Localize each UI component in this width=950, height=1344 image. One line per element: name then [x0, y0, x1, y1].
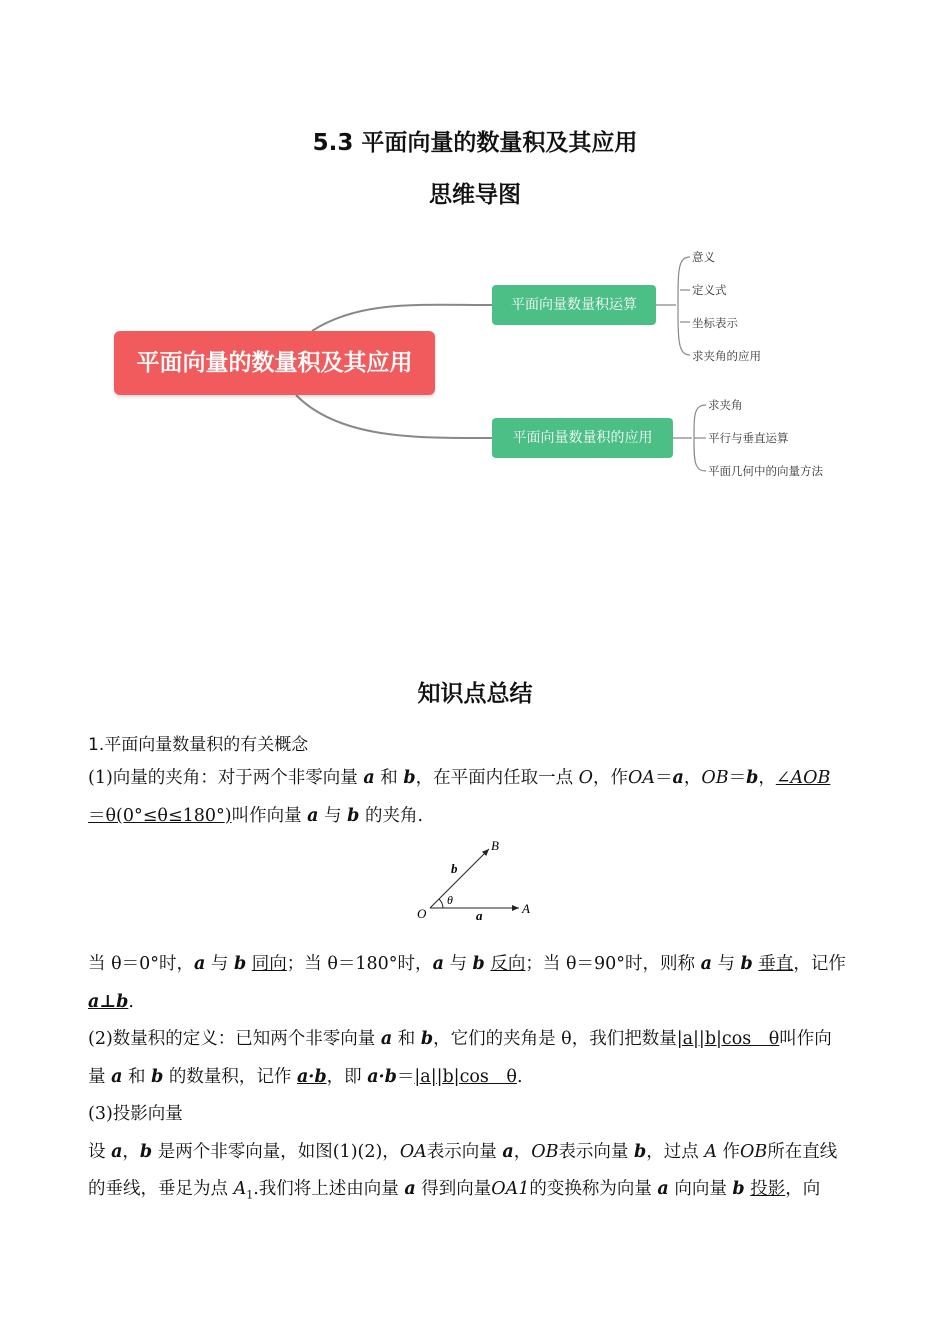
mindmap-connectors	[0, 0, 950, 520]
angle-arc	[439, 899, 443, 908]
document-title: 5.3 平面向量的数量积及其应用	[312, 130, 638, 156]
label-a: a	[476, 908, 483, 923]
mindmap-leaf: 定义式	[692, 283, 727, 297]
same-direction-answer: 同向	[251, 954, 287, 974]
connector-root-branch1	[312, 305, 492, 331]
mindmap-branch-applications: 平面向量数量积的应用	[492, 418, 673, 458]
label-B: B	[491, 838, 499, 853]
summary-heading: 知识点总结	[417, 681, 533, 707]
dot-formula-answer: |a||b|cos θ	[414, 1067, 517, 1087]
label-O: O	[417, 906, 427, 921]
paragraph-direction-line1: 当 θ＝0°时，a 与 b 同向；当 θ＝180°时，a 与 b 反向；当 θ＝90°时，则称 a 与 b 垂直，记作	[88, 954, 846, 974]
label-b: b	[451, 861, 458, 876]
angle-figure	[405, 835, 545, 925]
opposite-direction-answer: 反向	[490, 954, 526, 974]
paragraph-direction-line2: a⊥b.	[88, 992, 134, 1012]
paragraph-dot-product-line1: (2)数量积的定义：已知两个非零向量 a 和 b，它们的夹角是 θ，我们把数量|a||b|cos θ叫作向	[88, 1029, 832, 1049]
mindmap-leaf: 意义	[692, 250, 715, 264]
angle-range-answer: ＝θ(0°≤θ≤180°)	[88, 806, 232, 826]
mindmap-root: 平面向量的数量积及其应用	[114, 331, 435, 395]
dot-notation-answer: a·b	[296, 1067, 327, 1087]
paragraph-projection-line1: 设 a，b 是两个非零向量，如图(1)(2)，OA表示向量 a，OB表示向量 b，过点 A 作OB所在直线	[88, 1142, 838, 1162]
mindmap-leaf: 求夹角的应用	[692, 349, 761, 363]
paragraph-angle-line2: ＝θ(0°≤θ≤180°)叫作向量 a 与 b 的夹角.	[88, 806, 424, 826]
mindmap-leaf: 平面几何中的向量方法	[708, 464, 823, 478]
angle-aob-answer: ∠AOB	[775, 768, 831, 788]
label-theta: θ	[447, 893, 453, 907]
paragraph-dot-product-line2: 量 a 和 b 的数量积，记作 a·b，即 a·b＝|a||b|cos θ.	[88, 1067, 523, 1087]
connector-root-branch2	[296, 395, 492, 438]
projection-answer: 投影	[750, 1179, 786, 1199]
vector-b-arrow	[430, 849, 489, 908]
perpendicular-notation-answer: a⊥b	[88, 992, 129, 1012]
connector-branch1-bracket	[656, 257, 690, 355]
dot-product-expression-answer: |a||b|cos θ	[676, 1029, 780, 1049]
mindmap-leaf: 坐标表示	[692, 316, 738, 330]
mindmap-leaf: 求夹角	[708, 398, 743, 412]
mindmap-branch-operations: 平面向量数量积运算	[492, 285, 656, 325]
mindmap-heading: 思维导图	[429, 182, 521, 208]
paragraph-angle-line1: (1)向量的夹角：对于两个非零向量 a 和 b，在平面内任取一点 O，作OA＝a，OB＝b，∠AOB	[88, 768, 831, 788]
paragraph-projection-title: (3)投影向量	[88, 1104, 183, 1124]
paragraph-projection-line2: 的垂线，垂足为点 $A_1$.我们将上述由向量 a 得到向量OA1的变换称为向量 a 向向量 b 投影，向	[88, 1179, 821, 1202]
label-A: A	[522, 901, 530, 916]
mindmap-leaf: 平行与垂直运算	[708, 431, 789, 445]
section-title: 1.平面向量数量积的有关概念	[88, 735, 309, 755]
perpendicular-answer: 垂直	[758, 954, 794, 974]
